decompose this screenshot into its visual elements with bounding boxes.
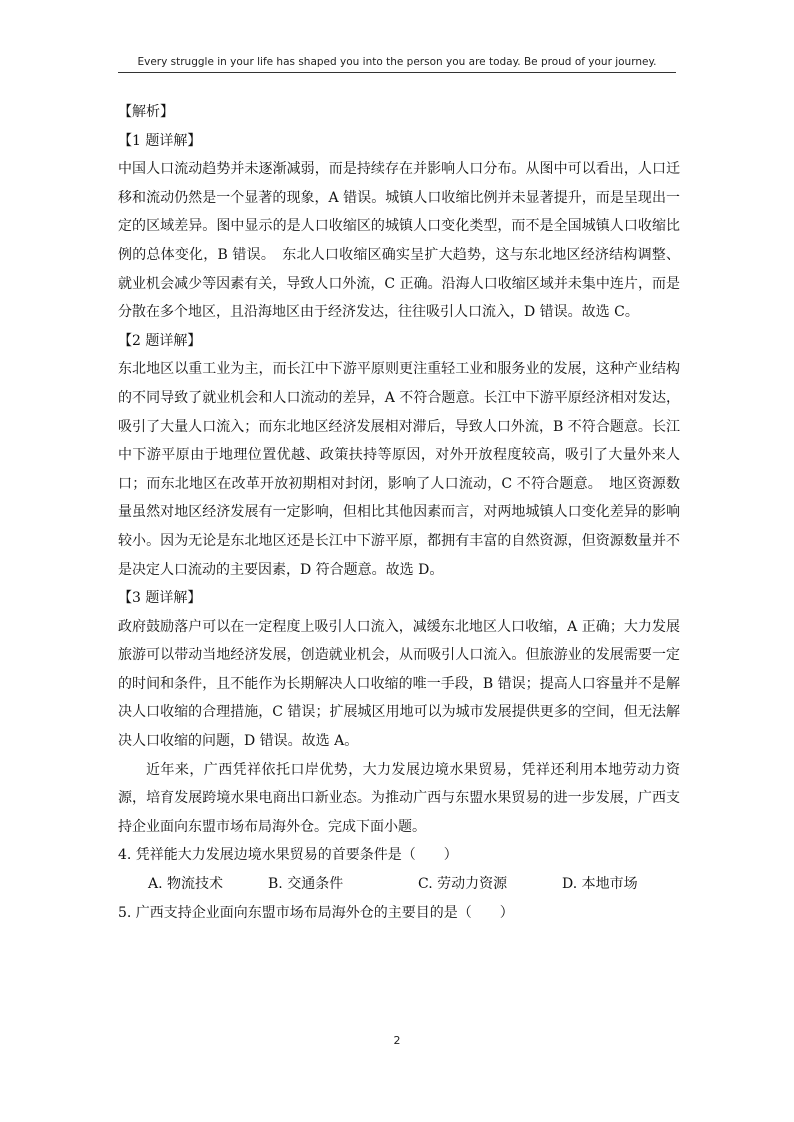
question-5-stem: 5. 广西支持企业面向东盟市场布局海外仓的主要目的是（ ） xyxy=(118,904,514,921)
passage-text: 近年来，广西凭祥依托口岸优势，大力发展边境水果贸易，凭祥还利用本地劳动力资源，培育发展跨境水果电商出口新业态。为推动广西与东盟水果贸易的进一步发展，广西支持企业面向东盟市场布局海外仓。完成下面小题。 xyxy=(118,761,680,835)
section-1-title: 【1 题详解】 xyxy=(118,132,202,149)
section-3-title: 【3 题详解】 xyxy=(118,590,202,607)
section-1-text: 中国人口流动趋势并未逐渐减弱，而是持续存在并影响人口分布。从图中可以看出，人口迁移和流动仍然是一个显著的现象，A 错误。城镇人口收缩比例并未显著提升，而是呈现出一定的区域差异。图中显示的是人口收缩区的城镇人口变化类型，而不是全国城镇人口收缩比例的总体变化，B 错误。 东北人口收缩区确实呈扩大趋势，这与东北地区经济结构调整、就业机会减少等因素有关，导致人口外流，C 正确。沿海人口收缩区域并未集中连片，而是分散在多个地区，且沿海地区由于经济发达，往往吸引人口流入，D 错误。故选 C。 xyxy=(118,161,680,321)
header-divider xyxy=(118,72,676,73)
question-4-stem: 4. 凭祥能大力发展边境水果贸易的首要条件是（ ） xyxy=(118,847,458,864)
section-2-title: 【2 题详解】 xyxy=(118,332,202,349)
question-4-options xyxy=(118,870,680,899)
section-3-text: 政府鼓励落户可以在一定程度上吸引人口流入，减缓东北地区人口收缩，A 正确；大力发展旅游可以带动当地经济发展，创造就业机会，从而吸引人口流入。但旅游业的发展需要一定的时间和条件，且不能作为长期解决人口收缩的唯一手段，B 错误；提高人口容量并不是解决人口收缩的合理措施，C 错误；扩展城区用地可以为城市发展提供更多的空间，但无法解决人口收缩的问题，D 错误。故选 A。 xyxy=(118,618,680,750)
analysis-label: 【解析】 xyxy=(118,104,174,120)
option-c: C. 劳动力资源 xyxy=(418,876,508,893)
document-body xyxy=(118,98,680,927)
page-number: 2 xyxy=(393,1034,401,1047)
option-b: B. 交通条件 xyxy=(268,876,344,893)
option-a: A. 物流技术 xyxy=(148,876,224,893)
page-header-motto: Every struggle in your life has shaped you into the person you are today. Be proud of your journey. xyxy=(137,56,657,68)
option-d: D. 本地市场 xyxy=(562,876,638,893)
section-2-text: 东北地区以重工业为主，而长江中下游平原则更注重轻工业和服务业的发展，这种产业结构的不同导致了就业机会和人口流动的差异，A 不符合题意。长江中下游平原经济相对发达，吸引了大量人口流入；而东北地区经济发展相对滞后，导致人口外流，B 不符合题意。长江中下游平原由于地理位置优越、政策扶持等原因，对外开放程度较高，吸引了大量外来人口；而东北地区在改革开放初期相对封闭，影响了人口流动，C 不符合题意。 地区资源数量虽然对地区经济发展有一定影响，但相比其他因素而言，对两地城镇人口变化差异的影响较小。因为无论是东北地区还是长江中下游平原，都拥有丰富的自然资源，但资源数量并不是决定人口流动的主要因素，D 符合题意。故选 D。 xyxy=(118,361,680,578)
